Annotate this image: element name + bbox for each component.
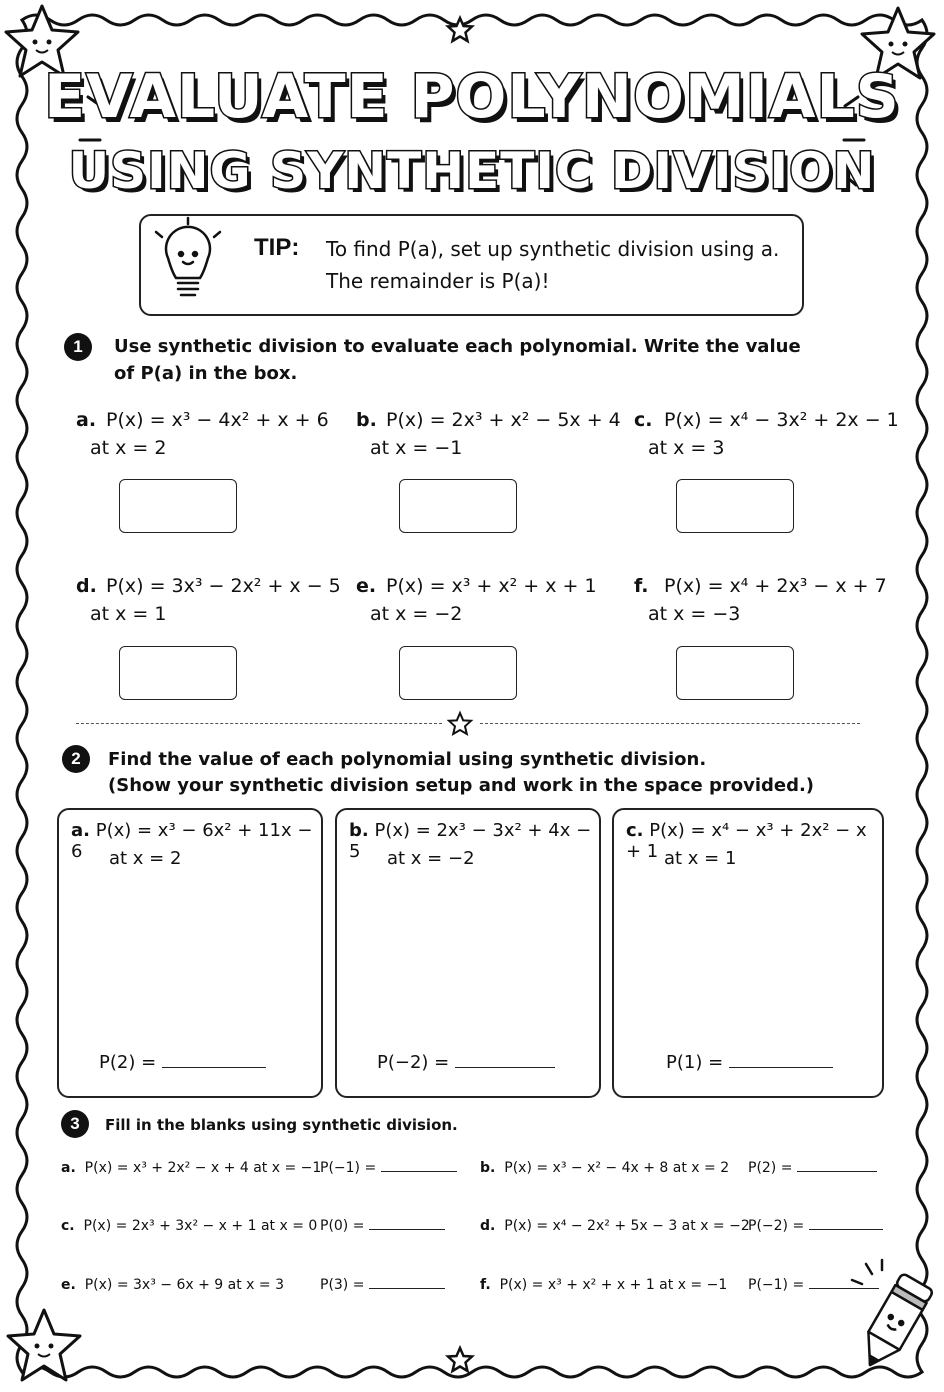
problem-expression: P(x) = 3x³ − 6x + 9 at x = 3 [84, 1277, 284, 1293]
problem-3a [61, 1160, 321, 1176]
problem-expression: P(x) = x⁴ − 2x² + 5x − 3 at x = −2 [504, 1218, 750, 1234]
problem-label: c. [626, 820, 644, 841]
section-3-instruction: Fill in the blanks using synthetic division. [105, 1116, 458, 1134]
answer-label: P(1) = [666, 1052, 724, 1073]
problem-1d [76, 575, 341, 625]
answer-3c [320, 1218, 445, 1234]
answer-label: P(−2) = [377, 1052, 450, 1073]
problem-expression: P(x) = x⁴ + 2x³ − x + 7 [664, 575, 887, 597]
section-3-number: 3 [61, 1110, 89, 1138]
tip-line-1: To find P(a), set up synthetic division using a. [326, 237, 780, 261]
problem-label: b. [356, 409, 377, 431]
problem-3e [61, 1277, 284, 1293]
answer-label: P(2) = [99, 1052, 157, 1073]
problem-expression: P(x) = x³ + 2x² − x + 4 at x = −1 [84, 1160, 322, 1176]
problem-at-value: at x = 3 [648, 437, 725, 459]
answer-box-1f[interactable] [676, 646, 794, 700]
answer-box-1a[interactable] [119, 479, 237, 533]
problem-expression: P(x) = x³ − x² − 4x + 8 at x = 2 [504, 1160, 730, 1176]
page-subtitle: USING SYNTHETIC DIVISION [68, 142, 876, 200]
section-2-number: 2 [62, 745, 90, 773]
answer-blank[interactable] [369, 1288, 445, 1289]
problem-at-value: at x = 1 [664, 848, 737, 869]
work-box-2c[interactable] [612, 808, 884, 1098]
section-1-instruction-line-2: of P(a) in the box. [114, 363, 298, 384]
answer-line [99, 1052, 266, 1073]
answer-3b [748, 1160, 877, 1176]
answer-blank[interactable] [809, 1229, 883, 1230]
problem-at-value: at x = −2 [370, 603, 463, 625]
problem-label: e. [61, 1277, 76, 1293]
star-icon [448, 1348, 472, 1371]
problem-label: b. [480, 1160, 496, 1176]
section-2-instruction-line-2: (Show your synthetic division setup and work in the space provided.) [108, 775, 815, 796]
problem-expression: P(x) = 2x³ − 3x² + 4x − 5 [349, 820, 592, 862]
problem-label: d. [480, 1218, 496, 1234]
problem-label: a. [76, 409, 97, 431]
answer-line [666, 1052, 833, 1073]
problem-expression: P(x) = x⁴ − x³ + 2x² − x + 1 [626, 820, 867, 862]
problem-3b [480, 1160, 729, 1176]
problem-expression: P(x) = 2x³ + x² − 5x + 4 [386, 409, 621, 431]
problem-3c [61, 1218, 317, 1234]
answer-blank[interactable] [162, 1067, 266, 1068]
problem-label: e. [356, 575, 377, 597]
answer-line [377, 1052, 555, 1073]
problem-at-value: at x = −3 [648, 603, 741, 625]
problem-1a [76, 409, 329, 459]
tip-label: TIP: [254, 234, 300, 261]
answer-3f [748, 1277, 879, 1293]
problem-3d [480, 1218, 750, 1234]
answer-label: P(2) = [748, 1160, 793, 1176]
problem-at-value: at x = 2 [109, 848, 182, 869]
problem-label: c. [634, 409, 653, 431]
problem-1e [356, 575, 597, 625]
answer-3e [320, 1277, 445, 1293]
answer-3a [320, 1160, 457, 1176]
problem-label: c. [61, 1218, 75, 1234]
problem-1f [634, 575, 887, 625]
section-divider [480, 723, 860, 724]
problem-at-value: at x = −1 [370, 437, 463, 459]
problem-expression: P(x) = 3x³ − 2x² + x − 5 [106, 575, 341, 597]
work-box-2b[interactable] [335, 808, 601, 1098]
tip-box [139, 214, 804, 316]
problem-expression: P(x) = x⁴ − 3x² + 2x − 1 [664, 409, 899, 431]
problem-expression: P(x) = x³ − 6x² + 11x − 6 [71, 820, 313, 862]
problem-3f [480, 1277, 727, 1293]
answer-blank[interactable] [809, 1288, 879, 1289]
answer-blank[interactable] [381, 1171, 457, 1172]
problem-expression: P(x) = 2x³ + 3x² − x + 1 at x = 0 [83, 1218, 318, 1234]
answer-box-1c[interactable] [676, 479, 794, 533]
section-1-instruction-line-1: Use synthetic division to evaluate each polynomial. Write the value [114, 336, 801, 357]
answer-blank[interactable] [455, 1067, 555, 1068]
problem-label: f. [480, 1277, 491, 1293]
answer-box-1b[interactable] [399, 479, 517, 533]
problem-1c [634, 409, 899, 459]
problem-expression: P(x) = x³ + x² + x + 1 [386, 575, 597, 597]
answer-3d [748, 1218, 883, 1234]
answer-label: P(3) = [320, 1277, 365, 1293]
problem-at-value: at x = −2 [387, 848, 475, 869]
answer-label: P(0) = [320, 1218, 365, 1234]
answer-label: P(−1) = [748, 1277, 805, 1293]
answer-box-1e[interactable] [399, 646, 517, 700]
section-1-number: 1 [64, 333, 92, 361]
problem-label: a. [71, 820, 90, 841]
tip-line-2: The remainder is P(a)! [326, 269, 550, 293]
problem-label: a. [61, 1160, 76, 1176]
answer-blank[interactable] [729, 1067, 833, 1068]
star-icon [449, 713, 471, 734]
section-divider [76, 723, 442, 724]
problem-at-value: at x = 1 [90, 603, 167, 625]
answer-box-1d[interactable] [119, 646, 237, 700]
answer-blank[interactable] [797, 1171, 877, 1172]
page-title: EVALUATE POLYNOMIALS [44, 62, 900, 132]
problem-label: f. [634, 575, 649, 597]
section-2-instruction-line-1: Find the value of each polynomial using synthetic division. [108, 749, 707, 770]
problem-expression: P(x) = x³ − 4x² + x + 6 [106, 409, 329, 431]
answer-blank[interactable] [369, 1229, 445, 1230]
problem-label: b. [349, 820, 369, 841]
problem-label: d. [76, 575, 97, 597]
problem-1b [356, 409, 621, 459]
problem-at-value: at x = 2 [90, 437, 167, 459]
answer-label: P(−2) = [748, 1218, 805, 1234]
answer-label: P(−1) = [320, 1160, 377, 1176]
problem-expression: P(x) = x³ + x² + x + 1 at x = −1 [499, 1277, 728, 1293]
work-box-2a[interactable] [57, 808, 323, 1098]
